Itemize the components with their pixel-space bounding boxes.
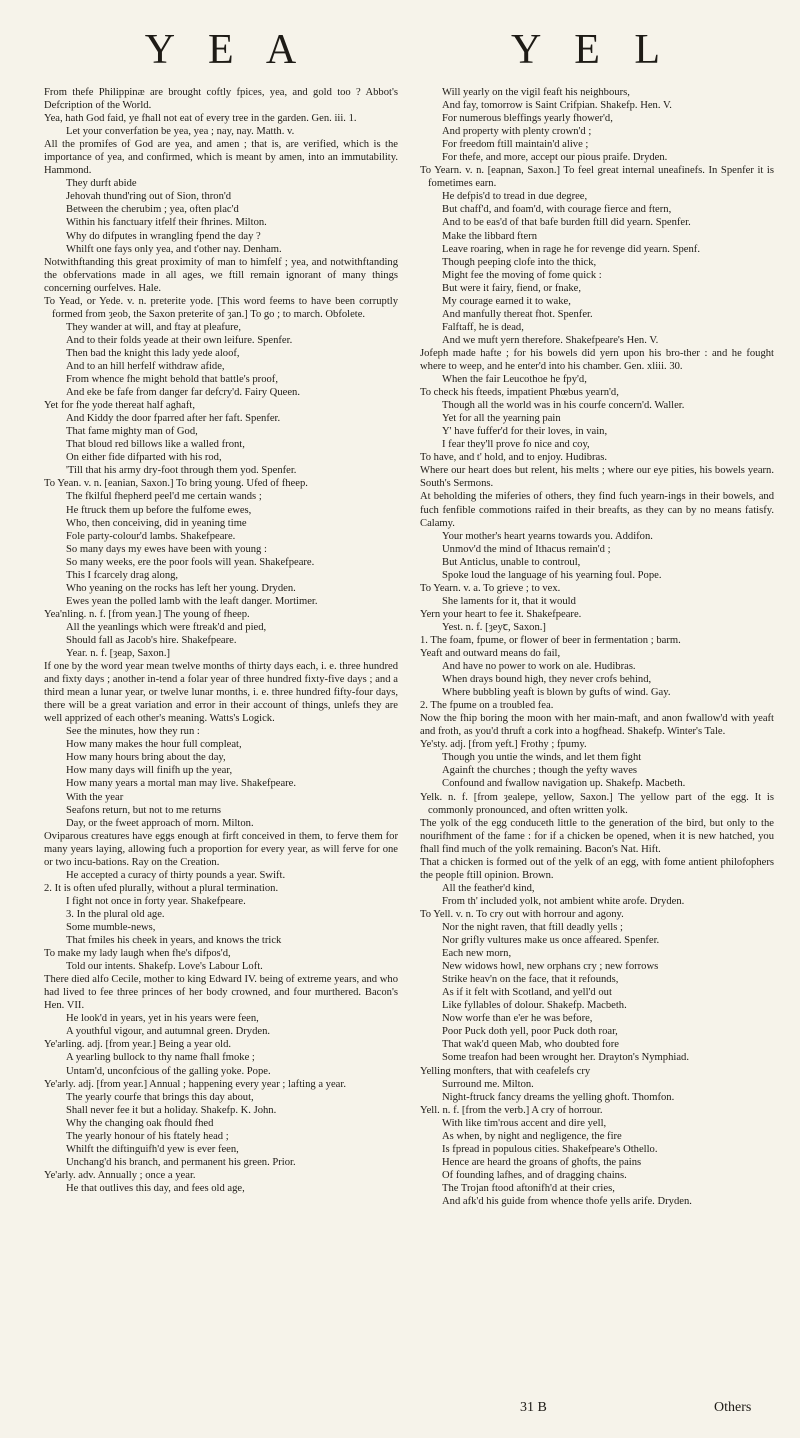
text-line: So many days my ewes have been with young : bbox=[66, 543, 267, 555]
text-line: And to be eas'd of that bafe burden ftill did yearn. Spenfer. bbox=[442, 217, 691, 229]
text-line: That bloud red billows like a walled front, bbox=[66, 439, 245, 451]
text-line: Oviparous creatures have eggs enough at firft conceived in them, to ferve them for many years laying, allowing fuch a proportion for every year, as will ferve for one or two incu-bations. Ray on the Creation. bbox=[44, 830, 398, 868]
text-line: If one by the word year mean twelve months of thirty days each, i. e. three hundred and fixty days ; another in-tend a folar year of three hundred fixty-five days ; and a third mean a lunar year, or twelve lunar months, i. e. three hundred fifty-four days, there will be a great variation and error in their account of things, unlefs they are well apprized of each other's meaning. Watts's Logick. bbox=[44, 661, 398, 725]
text-line: Within his fanctuary itfelf their fhrines. Milton. bbox=[66, 217, 267, 229]
text-line: 1. The foam, fpume, or flower of beer in fermentation ; barm. bbox=[420, 634, 681, 646]
text-line: Unchang'd his branch, and permanent his green. Prior. bbox=[66, 1156, 296, 1168]
text-line: Why the changing oak fhould fhed bbox=[66, 1117, 214, 1129]
text-line: Like fyllables of dolour. Shakefp. Macbeth. bbox=[442, 1000, 627, 1012]
text-line: Yeaft and outward means do fail, bbox=[420, 648, 561, 660]
text-line: But Anticlus, unable to controul, bbox=[442, 556, 581, 568]
text-line: Between the cherubim ; yea, often plac'd bbox=[66, 204, 239, 216]
text-line: Told our intents. Shakefp. Love's Labour Loft. bbox=[66, 961, 263, 973]
text-line: Jofeph made hafte ; for his bowels did yern upon his bro-ther : and he fought where to weep, and he enter'd into his chamber. Gen. xliii. 30. bbox=[420, 347, 774, 372]
text-line: She laments for it, that it would bbox=[442, 595, 576, 607]
text-line: 3. In the plural old age. bbox=[66, 908, 165, 920]
text-line: Will yearly on the vigil feaft his neighbours, bbox=[442, 87, 630, 98]
text-line: Some mumble-news, bbox=[66, 922, 156, 933]
text-line: They wander at will, and ftay at pleafure, bbox=[66, 321, 242, 333]
text-line: Though all the world was in his courfe concern'd. Waller. bbox=[442, 400, 685, 412]
text-line: Ye'arly. adv. Annually ; once a year. bbox=[44, 1169, 196, 1181]
text-line: 2. It is often ufed plurally, without a plural termination. bbox=[44, 882, 279, 894]
text-line: Ye'arly. adj. [from year.] Annual ; happening every year ; lafting a year. bbox=[44, 1078, 346, 1090]
text-line: Jehovah thund'ring out of Sion, thron'd bbox=[66, 191, 232, 203]
text-line: From thefe Philippinæ are brought coftly fpices, yea, and gold too ? Abbot's Defcription of the World. bbox=[44, 87, 398, 112]
text-line: Ye'sty. adj. [from yeft.] Frothy ; fpumy. bbox=[420, 739, 587, 751]
text-line: And afk'd his guide from whence thofe yells arife. Dryden. bbox=[442, 1195, 692, 1207]
text-line: Yelling monfters, that with ceafelefs cry bbox=[420, 1065, 591, 1077]
text-line: Day, or the fweet approach of morn. Milton. bbox=[66, 817, 254, 829]
text-line: Ewes yean the polled lamb with the leaft danger. Mortimer. bbox=[66, 595, 318, 607]
text-line: Now worfe than e'er he was before, bbox=[442, 1013, 593, 1025]
text-line: All the promifes of God are yea, and amen ; that is, are verified, which is the importance of yea, and confirmed, which is meant by amen, into an immutability. Hammond. bbox=[44, 139, 398, 177]
text-line: For freedom ftill maintain'd alive ; bbox=[442, 139, 589, 151]
text-line: Untam'd, unconfcious of the galling yoke. Pope. bbox=[66, 1065, 271, 1077]
text-line: Fole party-colour'd lambs. Shakefpeare. bbox=[66, 530, 236, 542]
text-line: Surround me. Milton. bbox=[442, 1078, 534, 1090]
text-line: And Kiddy the door fparred after her faft. Spenfer. bbox=[66, 413, 281, 425]
text-line: Your mother's heart yearns towards you. Addifon. bbox=[442, 530, 653, 542]
text-line: A youthful vigour, and autumnal green. Dryden. bbox=[66, 1026, 271, 1038]
text-line: He that outlives this day, and fees old age, bbox=[66, 1182, 245, 1194]
text-line: At beholding the miferies of others, they find fuch yearn-ings in their bowels, and fuch fenfible commotions raifed in their breafts, as they can by no means fatisfy. Calamy. bbox=[420, 491, 774, 529]
text-line: The yearly courfe that brings this day about, bbox=[66, 1091, 254, 1103]
text-line: Yea'nling. n. f. [from yean.] The young of fheep. bbox=[44, 608, 250, 620]
text-line: But chaff'd, and foam'd, with courage fierce and ftern, bbox=[442, 204, 672, 216]
text-line: And eke be fafe from danger far defcry'd. Fairy Queen. bbox=[66, 387, 300, 399]
text-line: I fight not once in forty year. Shakefpeare. bbox=[66, 895, 246, 907]
text-line: Make the libbard ftern bbox=[442, 230, 538, 242]
text-line: And to an hill herfelf withdraw afide, bbox=[66, 360, 225, 372]
text-line: Hence are heard the groans of ghofts, the pains bbox=[442, 1156, 642, 1168]
text-line: A yearling bullock to thy name fhall fmoke ; bbox=[66, 1052, 255, 1064]
text-line: To Yead, or Yede. v. n. preterite yode. [This word feems to have been corruptly formed from ȝeob, the Saxon preterite of ȝan.] To go ; to march. Obfolete. bbox=[44, 295, 398, 320]
text-line: As when, by night and negligence, the fire bbox=[442, 1130, 622, 1142]
text-line: The yolk of the egg conduceth little to the generation of the bird, but only to the nourifhment of the fame : for if a chicken be opened, when it is new hatched, you fhall find much of the yolk remaining. Bacon's Nat. Hift. bbox=[420, 817, 774, 855]
text-line: Confound and fwallow navigation up. Shakefp. Macbeth. bbox=[442, 778, 686, 790]
text-line: Shall never fee it but a holiday. Shakefp. K. John. bbox=[66, 1104, 277, 1116]
running-head-right: Y E L bbox=[510, 27, 673, 73]
text-line: With the year bbox=[66, 791, 124, 803]
catchword: Others bbox=[714, 1400, 752, 1415]
text-line: He ftruck them up before the fulfome ewes, bbox=[66, 504, 252, 516]
left-column bbox=[44, 86, 398, 1208]
text-line: Ye'arling. adj. [from year.] Being a year old. bbox=[44, 1039, 232, 1051]
text-line: For thefe, and more, accept our pious praife. Dryden. bbox=[442, 152, 668, 164]
text-line: Poor Puck doth yell, poor Puck doth roar, bbox=[442, 1026, 618, 1038]
text-line: Might fee the moving of fome quick : bbox=[442, 269, 602, 281]
text-line: And we muft yern therefore. Shakefpeare's Hen. V. bbox=[442, 334, 659, 346]
text-line: And fay, tomorrow is Saint Crifpian. Shakefp. Hen. V. bbox=[442, 100, 672, 112]
text-line: He defpis'd to tread in due degree, bbox=[442, 191, 588, 203]
text-line: Seafons return, but not to me returns bbox=[66, 804, 222, 816]
text-line: Where bubbling yeaft is blown by gufts of wind. Gay. bbox=[442, 687, 671, 699]
text-line: To check his fteeds, impatient Phœbus yearn'd, bbox=[420, 387, 619, 399]
text-line: On either fide difparted with his rod, bbox=[66, 452, 222, 464]
text-line: From th' included yolk, not ambient white arofe. Dryden. bbox=[442, 895, 685, 907]
text-line: Y' have fuffer'd for their loves, in vain, bbox=[442, 426, 608, 438]
text-line: Year. n. f. [ȝeap, Saxon.] bbox=[66, 648, 171, 660]
text-line: And have no power to work on ale. Hudibras. bbox=[442, 661, 636, 673]
text-line: Yet for all the yearning pain bbox=[442, 413, 561, 425]
text-line: With like tim'rous accent and dire yell, bbox=[442, 1117, 607, 1129]
text-line: Strike heav'n on the face, that it refounds, bbox=[442, 974, 619, 986]
text-line: Though you untie the winds, and let them fight bbox=[442, 752, 642, 764]
text-line: Is fpread in populous cities. Shakefpeare's Othello. bbox=[442, 1143, 658, 1155]
signature-mark: 31 B bbox=[520, 1400, 547, 1415]
right-column bbox=[420, 86, 774, 1208]
text-line: How many makes the hour full compleat, bbox=[66, 739, 242, 751]
text-line: To Yearn. v. n. [eapnan, Saxon.] To feel great internal uneafinefs. In Spenfer it is fometimes earn. bbox=[420, 165, 774, 190]
text-line: When drays bound high, they never crofs behind, bbox=[442, 674, 652, 686]
text-line: The Trojan ftood aftonifh'd at their cries, bbox=[442, 1182, 615, 1194]
text-line: See the minutes, how they run : bbox=[66, 726, 200, 738]
text-line: But were it fairy, fiend, or fnake, bbox=[442, 282, 582, 294]
text-line: Though peeping clofe into the thick, bbox=[442, 256, 597, 268]
text-line: New widows howl, new orphans cry ; new forrows bbox=[442, 961, 659, 973]
columns bbox=[44, 86, 774, 1208]
text-line: Yea, hath God faid, ye fhall not eat of every tree in the garden. Gen. iii. 1. bbox=[44, 113, 357, 125]
text-line: When the fair Leucothoe he fpy'd, bbox=[442, 374, 587, 386]
text-line: They durft abide bbox=[66, 178, 137, 190]
text-line: Now the fhip boring the moon with her main-maft, and anon fwallow'd with yeaft and froth, as you'd thruft a cork into a hogfhead. Shakefp. Winter's Tale. bbox=[420, 713, 774, 738]
text-line: To Yearn. v. a. To grieve ; to vex. bbox=[420, 582, 561, 594]
text-line: 2. The fpume on a troubled fea. bbox=[420, 700, 554, 712]
text-line: To Yean. v. n. [eanian, Saxon.] To bring young. Ufed of fheep. bbox=[44, 478, 308, 490]
text-line: Yet for fhe yode thereat half aghaft, bbox=[44, 400, 196, 412]
text-line: That fame mighty man of God, bbox=[66, 426, 198, 438]
text-line: Whilft one fays only yea, and t'other nay. Denham. bbox=[66, 243, 282, 255]
text-line: Leave roaring, when in rage he for revenge did yearn. Spenf. bbox=[442, 243, 700, 255]
text-line: Yell. n. f. [from the verb.] A cry of horrour. bbox=[420, 1104, 603, 1116]
text-line: Who yeaning on the rocks has left her young. Dryden. bbox=[66, 582, 296, 594]
text-line: Some treafon had been wrought her. Drayton's Nymphiad. bbox=[442, 1052, 689, 1064]
text-line: Notwithftanding this great proximity of man to himfelf ; yea, and notwithftanding the obfervations made in all ages, we ftill remain ignorant of many things concerning ourfelves. Hale. bbox=[44, 256, 398, 294]
text-line: Unmov'd the mind of Ithacus remain'd ; bbox=[442, 543, 611, 555]
text-line: As if it felt with Scotland, and yell'd out bbox=[442, 987, 612, 999]
text-line: He accepted a curacy of thirty pounds a year. Swift. bbox=[66, 869, 286, 881]
text-line: Of founding lafhes, and of dragging chains. bbox=[442, 1169, 627, 1181]
text-line: All the yeanlings which were ftreak'd and pied, bbox=[66, 621, 267, 633]
text-line: He look'd in years, yet in his years were feen, bbox=[66, 1013, 259, 1025]
text-line: And to their folds yeade at their own leifure. Spenfer. bbox=[66, 334, 293, 346]
text-line: And manfully thereat fhot. Spenfer. bbox=[442, 308, 593, 320]
text-line: All the feather'd kind, bbox=[442, 882, 535, 894]
text-line: Yern your heart to fee it. Shakefpeare. bbox=[420, 608, 582, 620]
text-line: Falftaff, he is dead, bbox=[442, 321, 524, 333]
text-line: So many weeks, ere the poor fools will yean. Shakefpeare. bbox=[66, 556, 315, 568]
text-line: Againft the churches ; though the yefty waves bbox=[442, 765, 638, 777]
text-line: The fkilful fhepherd peel'd me certain wands ; bbox=[66, 491, 262, 503]
text-line: How many days will finifh up the year, bbox=[66, 765, 233, 777]
text-line: Let your converfation be yea, yea ; nay, nay. Matth. v. bbox=[66, 126, 295, 138]
text-line: My courage earned it to wake, bbox=[442, 295, 571, 307]
text-line: That wak'd queen Mab, who doubted fore bbox=[442, 1039, 619, 1051]
text-line: Who, then conceiving, did in yeaning time bbox=[66, 517, 247, 529]
text-line: From whence fhe might behold that battle's proof, bbox=[66, 374, 278, 386]
text-line: Night-ftruck fancy dreams the yelling ghoft. Thomfon. bbox=[442, 1091, 675, 1103]
text-line: Yest. n. f. [ȝeyꞇ, Saxon.] bbox=[442, 621, 546, 633]
text-line: To Yell. v. n. To cry out with horrour and agony. bbox=[420, 908, 624, 920]
text-line: Why do difputes in wrangling fpend the day ? bbox=[66, 230, 261, 242]
text-line: Each new morn, bbox=[442, 948, 512, 960]
text-line: This I fcarcely drag along, bbox=[66, 569, 179, 581]
text-line: That fmiles his cheek in years, and knows the trick bbox=[66, 935, 282, 947]
text-line: Nor the night raven, that ftill deadly yells ; bbox=[442, 922, 623, 933]
text-line: Whilft the diftinguifh'd yew is ever feen, bbox=[66, 1143, 239, 1155]
text-line: Spoke loud the language of his yearning foul. Pope. bbox=[442, 569, 662, 581]
text-line: Then bad the knight this lady yede aloof, bbox=[66, 347, 240, 359]
text-line: Nor grifly vultures make us once affeared. Spenfer. bbox=[442, 935, 660, 947]
text-line: How many years a mortal man may live. Shakefpeare. bbox=[66, 778, 297, 790]
text-line: There died alfo Cecile, mother to king Edward IV. being of extreme years, and who had lived to fee three princes of her body crowned, and four murthered. Bacon's Hen. VII. bbox=[44, 974, 398, 1012]
text-line: That a chicken is formed out of the yelk of an egg, with fome antient philofophers the people ftill opinion. Brown. bbox=[420, 856, 774, 881]
text-line: 'Till that his army dry-foot through them yod. Spenfer. bbox=[66, 465, 297, 477]
text-line: How many hours bring about the day, bbox=[66, 752, 226, 764]
text-line: And property with plenty crown'd ; bbox=[442, 126, 592, 138]
running-head-left: Y E A bbox=[144, 27, 309, 73]
text-line: Should fall as Jacob's hire. Shakefpeare. bbox=[66, 634, 237, 646]
text-line: Where our heart does but relent, his melts ; where our eye pities, his bowels yearn. South's Sermons. bbox=[420, 465, 774, 490]
text-line: Yelk. n. f. [from ȝealepe, yellow, Saxon.] The yellow part of the egg. It is commonly pronounced, and often written yolk. bbox=[420, 791, 774, 816]
text-line: For numerous bleffings yearly fhower'd, bbox=[442, 113, 613, 125]
running-heads bbox=[44, 14, 774, 86]
text-line: I fear they'll prove fo nice and coy, bbox=[442, 439, 590, 451]
text-line: To make my lady laugh when fhe's difpos'd, bbox=[44, 948, 231, 960]
text-line: To have, and t' hold, and to enjoy. Hudibras. bbox=[420, 452, 608, 464]
text-line: The yearly honour of his ftately head ; bbox=[66, 1130, 229, 1142]
